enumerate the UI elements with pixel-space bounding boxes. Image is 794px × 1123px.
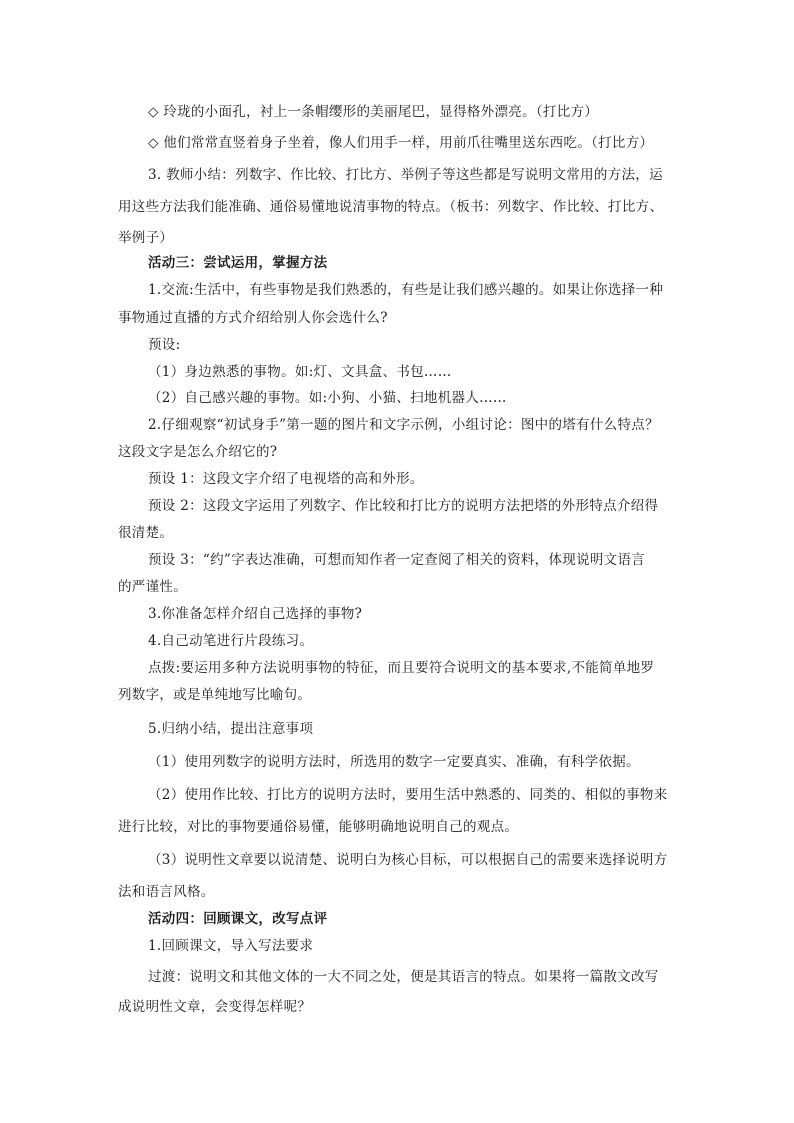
preset-answer-2: 预设 2：这段文字运用了列数字、作比较和打比方的说明方法把塔的外形特点介绍得 <box>148 498 659 514</box>
preset-1: （1）身边熟悉的事物。如:灯、文具盒、书包…… <box>148 364 452 380</box>
note-3: （3）说明性文章要以说清楚、说明白为核心目标，可以根据自己的需要来选择说明方 <box>148 852 668 868</box>
note-1: （1）使用列数字的说明方法时，所选用的数字一定要真实、准确，有科学依据。 <box>148 754 640 770</box>
activity-4-heading: 活动四：回顾课文，改写点评 <box>148 911 328 927</box>
note-2: （2）使用作比较、打比方的说明方法时，要用生活中熟悉的、同类的、相似的事物来 <box>148 787 668 803</box>
teacher-summary: 3. 教师小结：列数字、作比较、打比方、举例子等这些都是写说明文常用的方法，运 <box>148 167 663 183</box>
preset-label: 预设: <box>148 337 181 353</box>
observe-item-cont: 这段文字是怎么介绍它的? <box>118 444 278 460</box>
exchange-item: 1.交流:生活中，有些事物是我们熟悉的，有些是让我们感兴趣的。如果让你选择一种 <box>148 282 664 298</box>
transition-line: 过渡：说明文和其他文体的一大不同之处，便是其语言的特点。如果将一篇散文改写 <box>148 969 659 985</box>
teacher-summary-cont: 用这些方法我们能准确、通俗易懂地说清事物的特点。（板书：列数字、作比较、打比方、 <box>118 199 664 215</box>
observe-item: 2.仔细观察“初试身手”第一题的图片和文字示例，小组讨论：图中的塔有什么特点？ <box>148 417 659 433</box>
teacher-summary-end: 举例子） <box>118 230 174 246</box>
preset-answer-2-cont: 很清楚。 <box>118 525 174 541</box>
note-2-cont: 进行比较，对比的事物要通俗易懂，能够明确地说明自己的观点。 <box>118 819 519 835</box>
prepare-item: 3.你准备怎样介绍自己选择的事物? <box>148 606 363 622</box>
preset-answer-3: 预设 3：“约”字表达准确，可想而知作者一定查阅了相关的资料，体现说明文语言 <box>148 552 646 568</box>
preset-2: （2）自己感兴趣的事物。如:小狗、小猫、扫地机器人…… <box>148 390 507 406</box>
bullet-line-2: ◇ 他们常常直竖着身子坐着，像人们用手一样，用前爪往嘴里送东西吃。（打比方） <box>148 135 654 151</box>
exchange-item-cont: 事物通过直播的方式介绍给别人你会选什么? <box>118 310 388 326</box>
summary-item: 5.归纳小结，提出注意事项 <box>148 721 314 737</box>
preset-answer-1: 预设 1：这段文字介绍了电视塔的高和外形。 <box>148 471 424 487</box>
tip-line-cont: 列数字，或是单纯地写比喻句。 <box>118 687 312 703</box>
activity-3-heading: 活动三：尝试运用，掌握方法 <box>148 255 328 271</box>
note-3-cont: 法和语言风格。 <box>118 884 215 900</box>
tip-line: 点拨:要运用多种方法说明事物的特征，而且要符合说明文的基本要求,不能简单地罗 <box>148 660 655 676</box>
preset-answer-3-cont: 的严谨性。 <box>118 579 187 595</box>
review-item: 1.回顾课文，导入写法要求 <box>148 938 314 954</box>
practice-item: 4.自己动笔进行片段练习。 <box>148 633 314 649</box>
transition-line-cont: 成说明性文章，会变得怎样呢？ <box>118 999 312 1015</box>
bullet-line-1: ◇ 玲珑的小面孔，衬上一条帽缨形的美丽尾巴，显得格外漂亮。（打比方） <box>148 104 599 120</box>
